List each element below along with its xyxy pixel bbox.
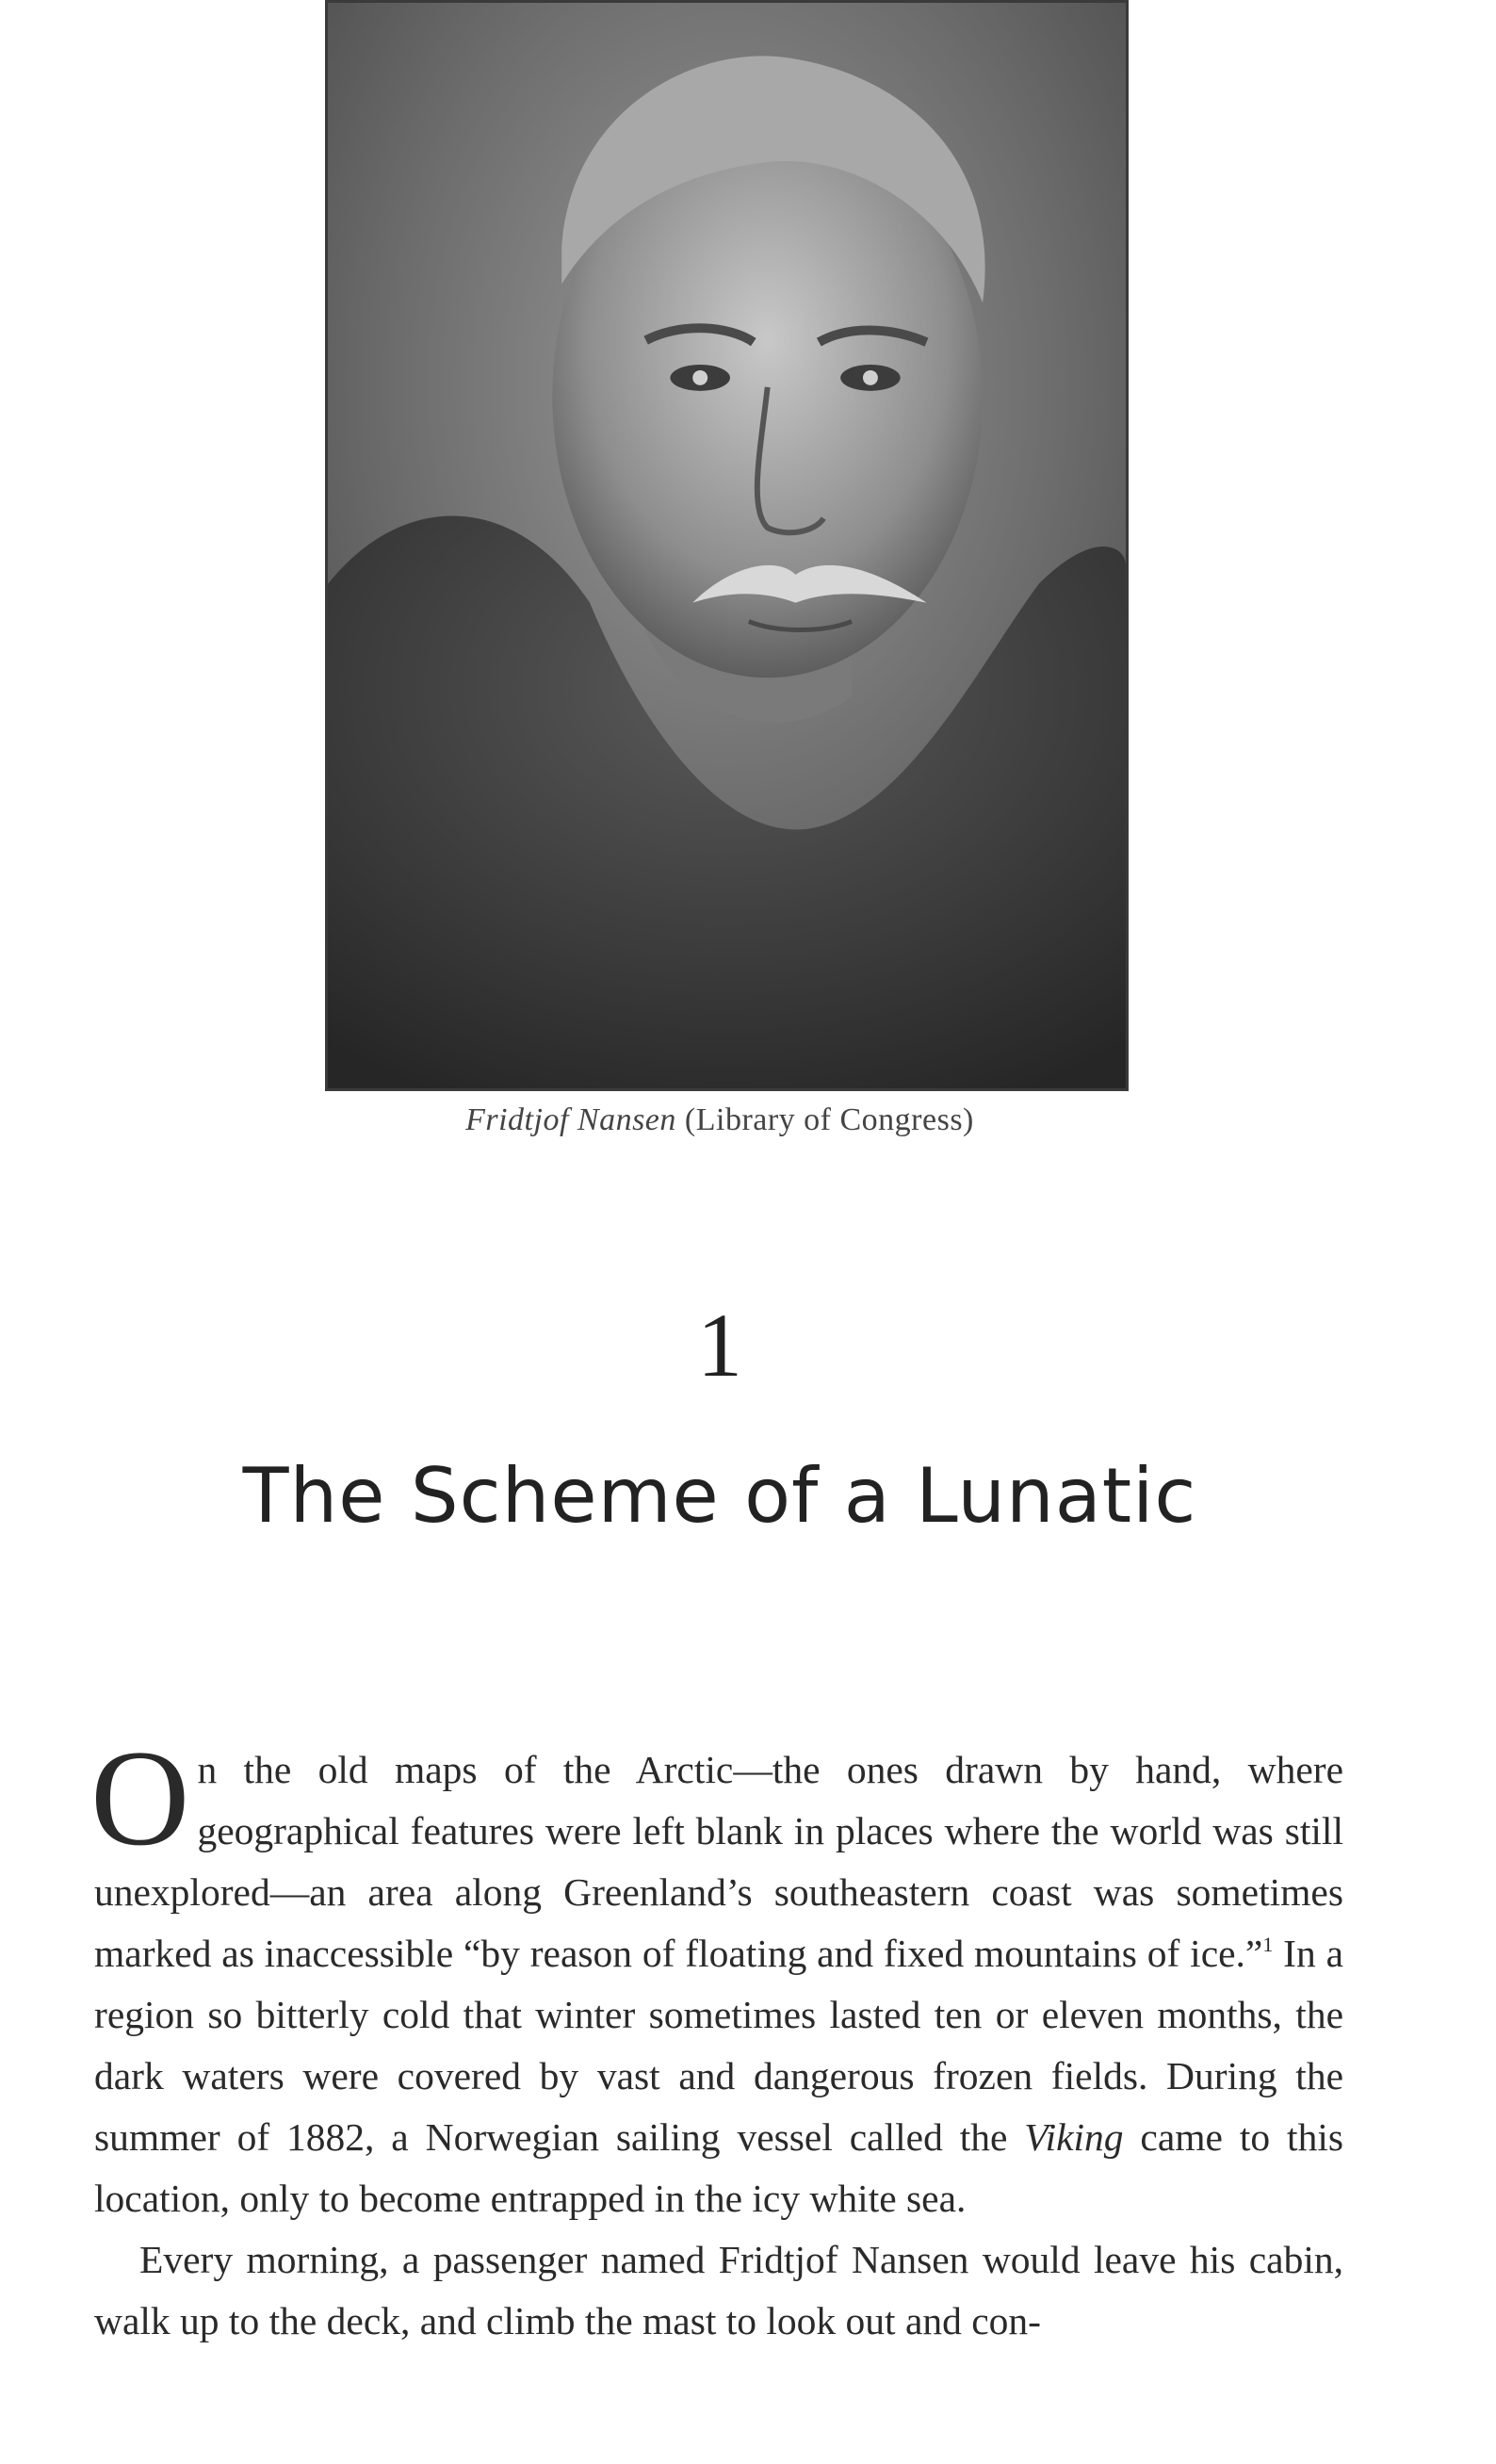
ship-name: Viking (1024, 2115, 1124, 2159)
paragraph-1-text-a: n the old maps of the Arctic—the ones drawn by hand, where geographical features were left blank in places where the world was still unexplored—an area along Greenland’s southeastern coast was sometimes marked as inaccessible “by reason of floating and fixed mountains of ice.” (94, 1748, 1343, 1975)
drop-cap: O (90, 1722, 190, 1874)
caption-credit: (Library of Congress) (675, 1102, 974, 1137)
caption-name: Fridtjof Nansen (465, 1102, 676, 1137)
portrait-photo (325, 0, 1129, 1091)
chapter-number: 1 (697, 1295, 742, 1395)
chapter-body (90, 1722, 1343, 2352)
chapter-title: The Scheme of a Lunatic (242, 1452, 1197, 1540)
portrait-image (328, 3, 1126, 1088)
paragraph-1-text-c: came to this location, only to become entrapped in the icy white sea. (94, 2115, 1343, 2220)
paragraph-2: Every morning, a passenger named Fridtjof Nansen would leave his cabin, walk up to the deck, and climb the mast to look out and con- (94, 2238, 1343, 2342)
paragraph-1 (90, 1722, 1343, 2229)
footnote-ref[interactable]: 1 (1262, 1933, 1274, 1956)
paragraph-1-text-b: In a region so bitterly cold that winter sometimes lasted ten or eleven months, the dark waters were covered by vast and dangerous frozen fields. During the summer of 1882, a Norwegian sailing vessel called the (94, 1932, 1343, 2159)
photo-caption (0, 1102, 1439, 1138)
